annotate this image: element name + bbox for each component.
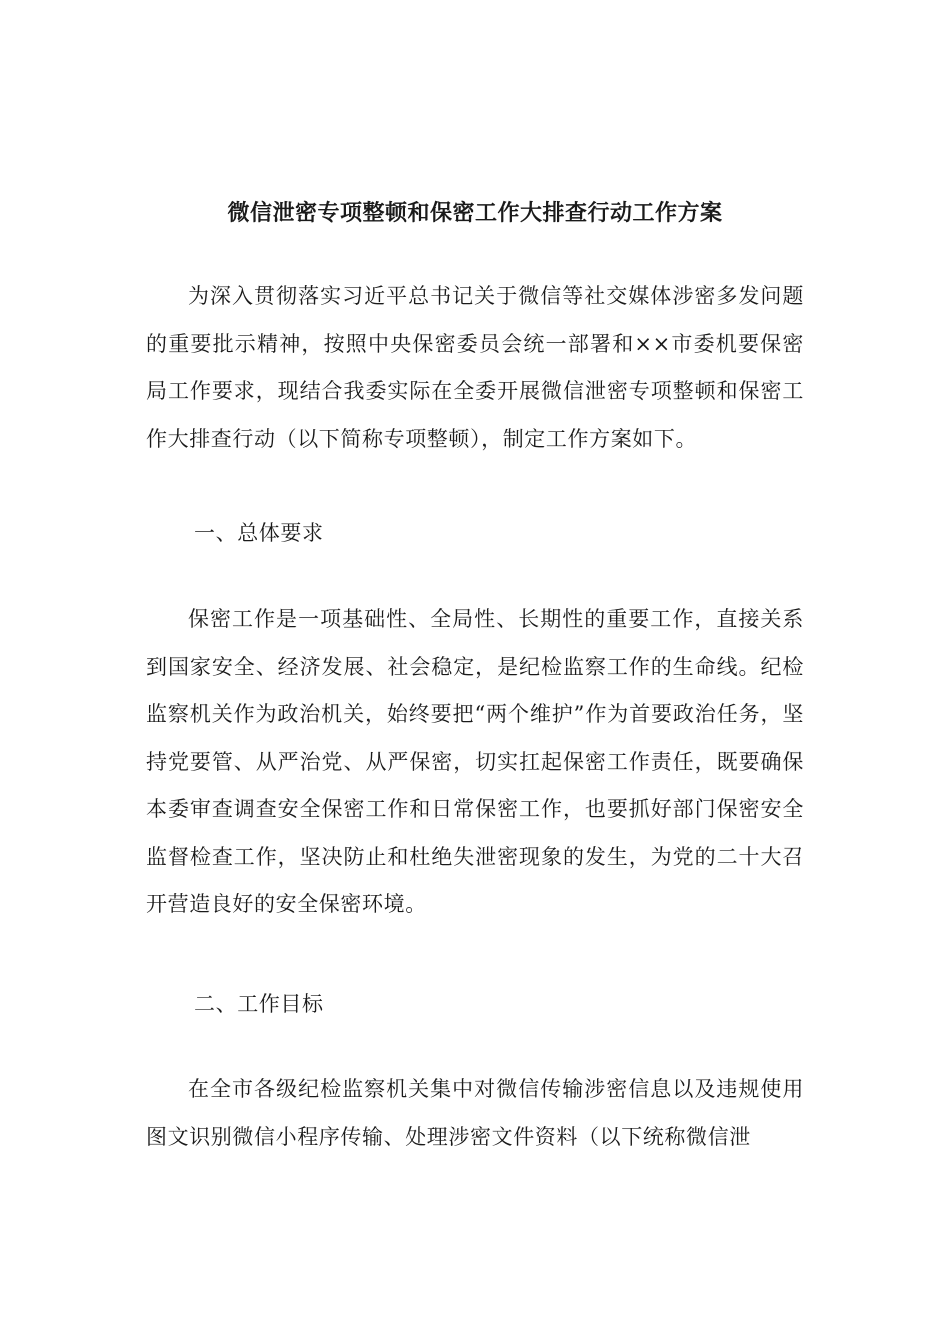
section-heading-work-goals: 二、工作目标 <box>194 992 324 1016</box>
intro-paragraph: 为深入贯彻落实习近平总书记关于微信等社交媒体涉密多发问题的重要批示精神，按照中央保密委员会统一部署和××市委机要保密局工作要求，现结合我委实际在全委开展微信泄密专项整顿和保密工作大排查行动（以下简称专项整顿），制定工作方案如下。 <box>146 284 804 451</box>
section-heading-general-requirements: 一、总体要求 <box>194 521 324 545</box>
section-body-general-requirements: 保密工作是一项基础性、全局性、长期性的重要工作，直接关系到国家安全、经济发展、社会稳定，是纪检监察工作的生命线。纪检监察机关作为政治机关，始终要把“两个维护”作为首要政治任务，坚持党要管、从严治党、从严保密，切实扛起保密工作责任，既要确保本委审查调查安全保密工作和日常保密工作，也要抓好部门保密安全监督检查工作，坚决防止和杜绝失泄密现象的发生，为党的二十大召开营造良好的安全保密环境。 <box>146 607 804 916</box>
document-title: 微信泄密专项整顿和保密工作大排查行动工作方案 <box>227 200 723 226</box>
section-body-work-goals: 在全市各级纪检监察机关集中对微信传输涉密信息以及违规使用图文识别微信小程序传输、处理涉密文件资料（以下统称微信泄 <box>146 1077 804 1149</box>
